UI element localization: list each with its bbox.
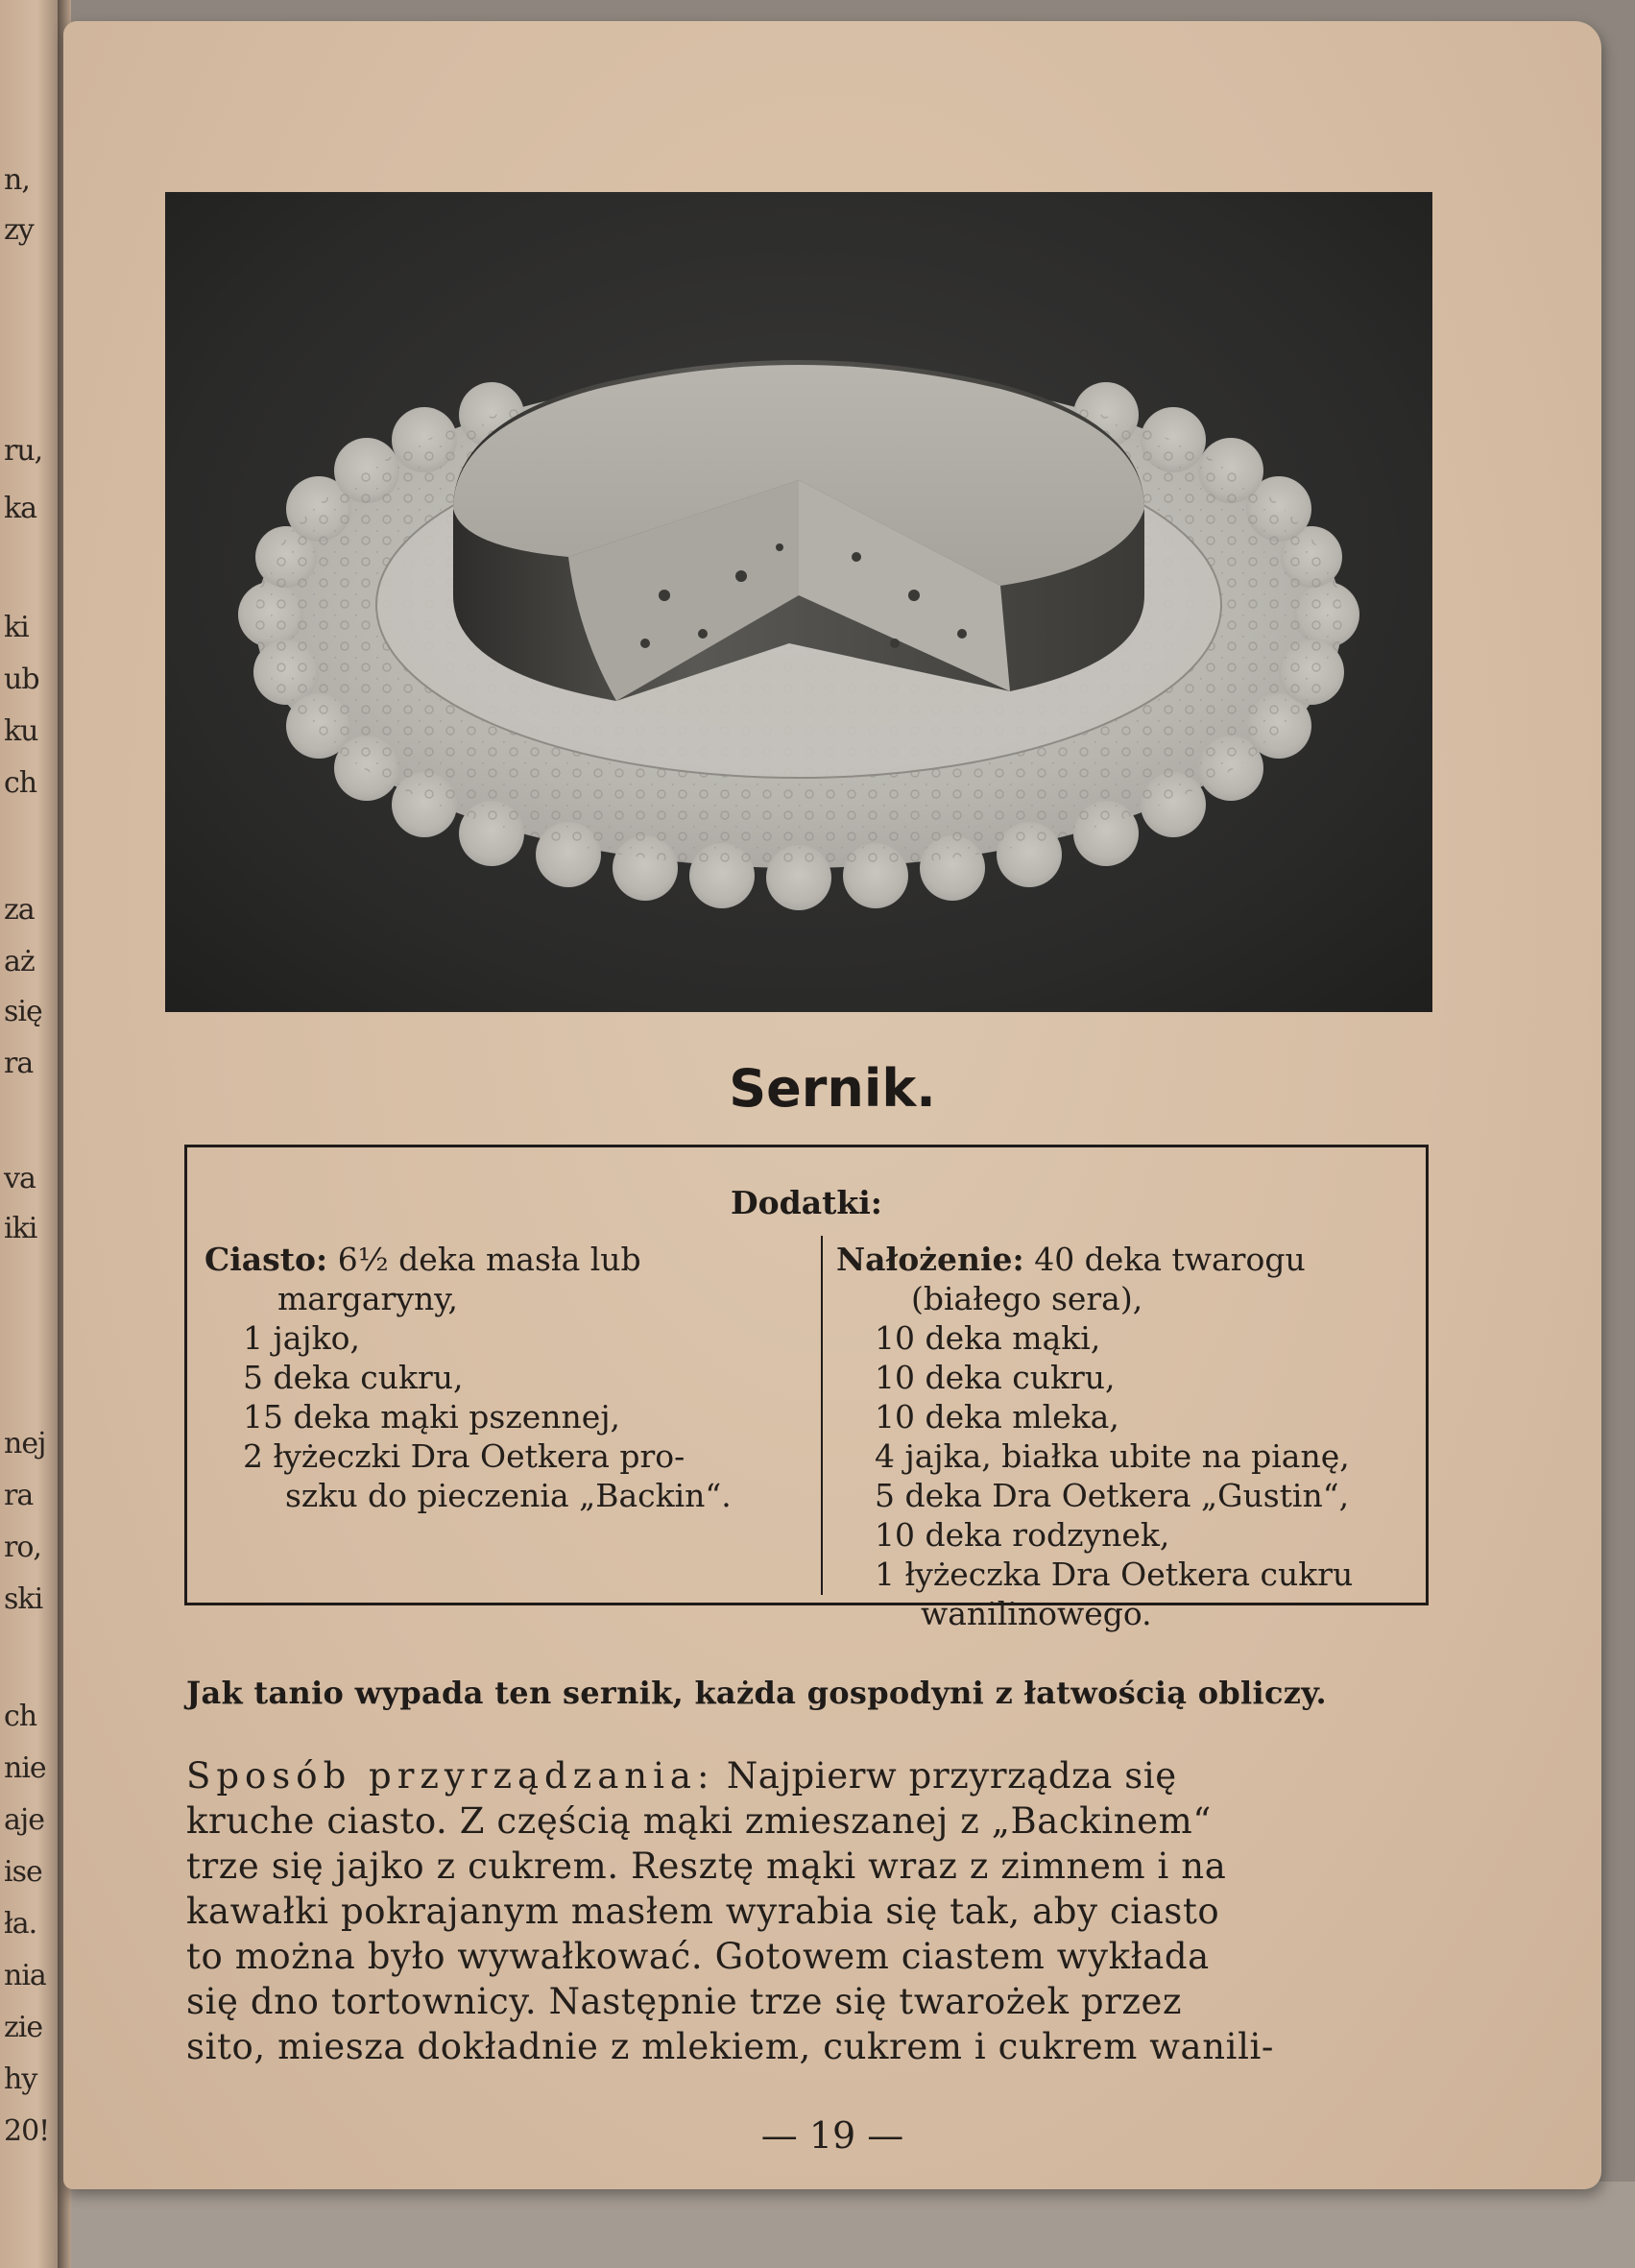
facing-page-fragment: aje	[4, 1803, 44, 1837]
facing-page-fragment: ki	[4, 611, 29, 644]
method-line	[186, 1753, 1434, 1798]
filling-item: 10 deka cukru,	[875, 1359, 1116, 1396]
facing-page-fragment: zy	[4, 213, 34, 247]
facing-page-fragment: ise	[4, 1855, 42, 1889]
facing-page-fragment: ch	[4, 766, 37, 800]
table-background	[0, 2182, 1635, 2268]
facing-page-fragment: hy	[4, 2063, 37, 2096]
ingredients-box	[184, 1145, 1429, 1632]
filling-item: 40 deka twarogu	[1034, 1241, 1306, 1278]
facing-page-fragment: iki	[4, 1212, 37, 1245]
facing-page-fragment: ra	[4, 1479, 34, 1512]
facing-page-fragment: nia	[4, 1959, 46, 1992]
dough-item: 15 deka mąki pszennej,	[243, 1398, 621, 1436]
facing-page-fragment: nie	[4, 1751, 46, 1785]
dough-ingredients	[204, 1240, 809, 1515]
method-line: sito, miesza dokładnie z mlekiem, cukrem i cukrem wanili-	[186, 2026, 1275, 2067]
method-line: to można było wywałkować. Gotowem ciastem wykłada	[186, 1936, 1210, 1977]
dough-item: szku do pieczenia „Backin“.	[285, 1477, 732, 1514]
filling-ingredients	[836, 1240, 1422, 1633]
method-line: się dno tortownicy. Następnie trze się twarożek przez	[186, 1981, 1183, 2022]
facing-page-fragment: zie	[4, 2011, 43, 2044]
facing-page-fragment: ski	[4, 1582, 43, 1616]
facing-page-fragment: aż	[4, 945, 35, 978]
filling-item: (białego sera),	[911, 1280, 1143, 1317]
dough-item: 5 deka cukru,	[243, 1359, 464, 1396]
column-divider	[821, 1236, 823, 1595]
facing-page-fragment: ro,	[4, 1531, 41, 1564]
page-number: — 19 —	[760, 2114, 904, 2157]
filling-label: Nałożenie:	[836, 1241, 1024, 1278]
filling-item: 4 jajka, białka ubite na pianę,	[875, 1437, 1350, 1475]
cheesecake-photo	[165, 192, 1432, 1012]
facing-page-fragment: ka	[4, 492, 37, 525]
filling-line	[836, 1240, 1422, 1279]
method-text	[186, 1753, 1434, 2069]
filling-item: 10 deka rodzynek,	[875, 1516, 1170, 1554]
cost-note: Jak tanio wypada ten sernik, każda gospodyni z łatwością obliczy.	[186, 1675, 1327, 1711]
method-line: kruche ciasto. Z częścią mąki zmieszanej z „Backinem“	[186, 1800, 1212, 1842]
filling-item: wanilinowego.	[921, 1595, 1152, 1632]
recipe-title: Sernik.	[729, 1058, 936, 1119]
facing-page-fragment: va	[4, 1162, 36, 1195]
facing-page-fragment: 20!	[4, 2114, 50, 2148]
cheesecake-illustration	[165, 192, 1432, 1012]
dough-item: 1 jajko,	[243, 1319, 360, 1357]
facing-page-fragment: nej	[4, 1427, 46, 1460]
ingredients-heading: Dodatki:	[731, 1184, 882, 1221]
filling-item: 1 łyżeczka Dra Oetkera cukru	[875, 1556, 1354, 1593]
facing-page-fragment: za	[4, 893, 35, 927]
facing-page-fragment: ub	[4, 663, 39, 696]
filling-item: 10 deka mąki,	[875, 1319, 1101, 1357]
facing-page-fragment: ła.	[4, 1907, 37, 1941]
facing-page-fragment: ra	[4, 1047, 34, 1080]
method-line-text: Najpierw przyrządza się	[714, 1755, 1177, 1797]
filling-item: 5 deka Dra Oetkera „Gustin“,	[875, 1477, 1350, 1514]
dough-label: Ciasto:	[204, 1241, 328, 1278]
facing-page-fragment: ru,	[4, 434, 43, 468]
facing-page-edge	[0, 0, 61, 2268]
dough-item: margaryny,	[277, 1280, 458, 1317]
facing-page-fragment: się	[4, 995, 42, 1028]
facing-page-fragment: ch	[4, 1700, 37, 1733]
facing-page-fragment: n,	[4, 163, 30, 197]
dough-item: 6½ deka masła lub	[337, 1241, 641, 1278]
book-page	[63, 21, 1601, 2189]
facing-page-fragment: ku	[4, 714, 38, 748]
dough-item: 2 łyżeczki Dra Oetkera pro-	[243, 1437, 685, 1475]
filling-item: 10 deka mleka,	[875, 1398, 1119, 1436]
dough-line	[204, 1240, 809, 1279]
method-line: trze się jajko z cukrem. Resztę mąki wraz z zimnem i na	[186, 1846, 1227, 1887]
method-label: Sposób przyrządzania:	[186, 1755, 715, 1797]
method-line: kawałki pokrajanym masłem wyrabia się tak, aby ciasto	[186, 1891, 1220, 1932]
